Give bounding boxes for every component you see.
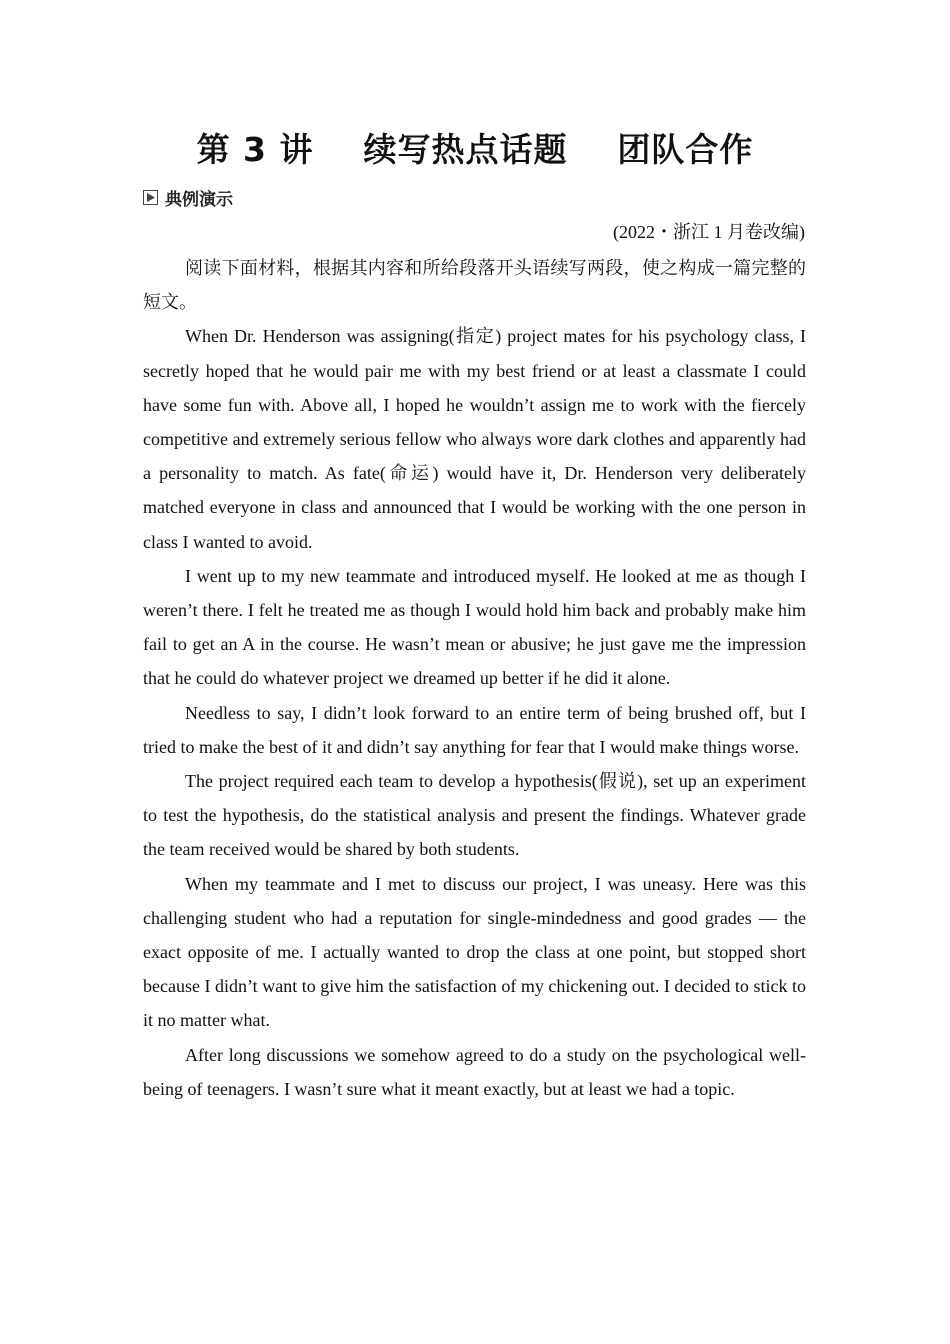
lesson-title: 第 3 讲 续写热点话题 团队合作	[196, 130, 754, 169]
paragraph: I went up to my new teammate and introduced myself. He looked at me as though I weren’t there. I felt he treated me as though I would hold him back and probably make him fail to get an A in the course. He wasn’t mean or abusive; he just gave me the impression that he could do whatever project we dreamed up better if he did it alone.	[143, 565, 806, 689]
section-heading	[143, 185, 233, 210]
paragraph: After long discussions we somehow agreed to do a study on the psychological well-being of teenagers. I wasn’t sure what it meant exactly, but at least we had a topic.	[143, 1044, 806, 1099]
paragraph: The project required each team to develop a hypothesis(假说), set up an experiment to test the hypothesis, do the statistical analysis and present the findings. Whatever grade the team received would be shared by both students.	[143, 771, 806, 860]
article-body	[143, 251, 806, 1106]
paragraph: When Dr. Henderson was assigning(指定) project mates for his psychology class, I secretly hoped that he would pair me with my best friend or at least a classmate I could have some fun with. Above all, I hoped he wouldn’t assign me to work with the fiercely competitive and extremely serious fellow who always wore dark clothes and apparently had a personality to match. As fate(命运) would have it, Dr. Henderson very deliberately matched everyone in class and announced that I would be working with the one person in class I wanted to avoid.	[143, 326, 806, 552]
section-label: 典例演示	[165, 190, 233, 210]
paragraph: When my teammate and I met to discuss our project, I was uneasy. Here was this challenging student who had a reputation for single-mindedness and good grades — the exact opposite of me. I actually wanted to drop the class at one point, but stopped short because I didn’t want to give him the satisfaction of my chickening out. I decided to stick to it no matter what.	[143, 873, 806, 1031]
play-triangle-icon	[143, 190, 158, 205]
paragraph-instruction: 阅读下面材料，根据其内容和所给段落开头语续写两段，使之构成一篇完整的短文。	[143, 258, 806, 313]
paragraph: Needless to say, I didn’t look forward to an entire term of being brushed off, but I tried to make the best of it and didn’t say anything for fear that I would make things worse.	[143, 702, 806, 757]
source-note: (2022・浙江 1 月卷改编)	[613, 222, 805, 242]
